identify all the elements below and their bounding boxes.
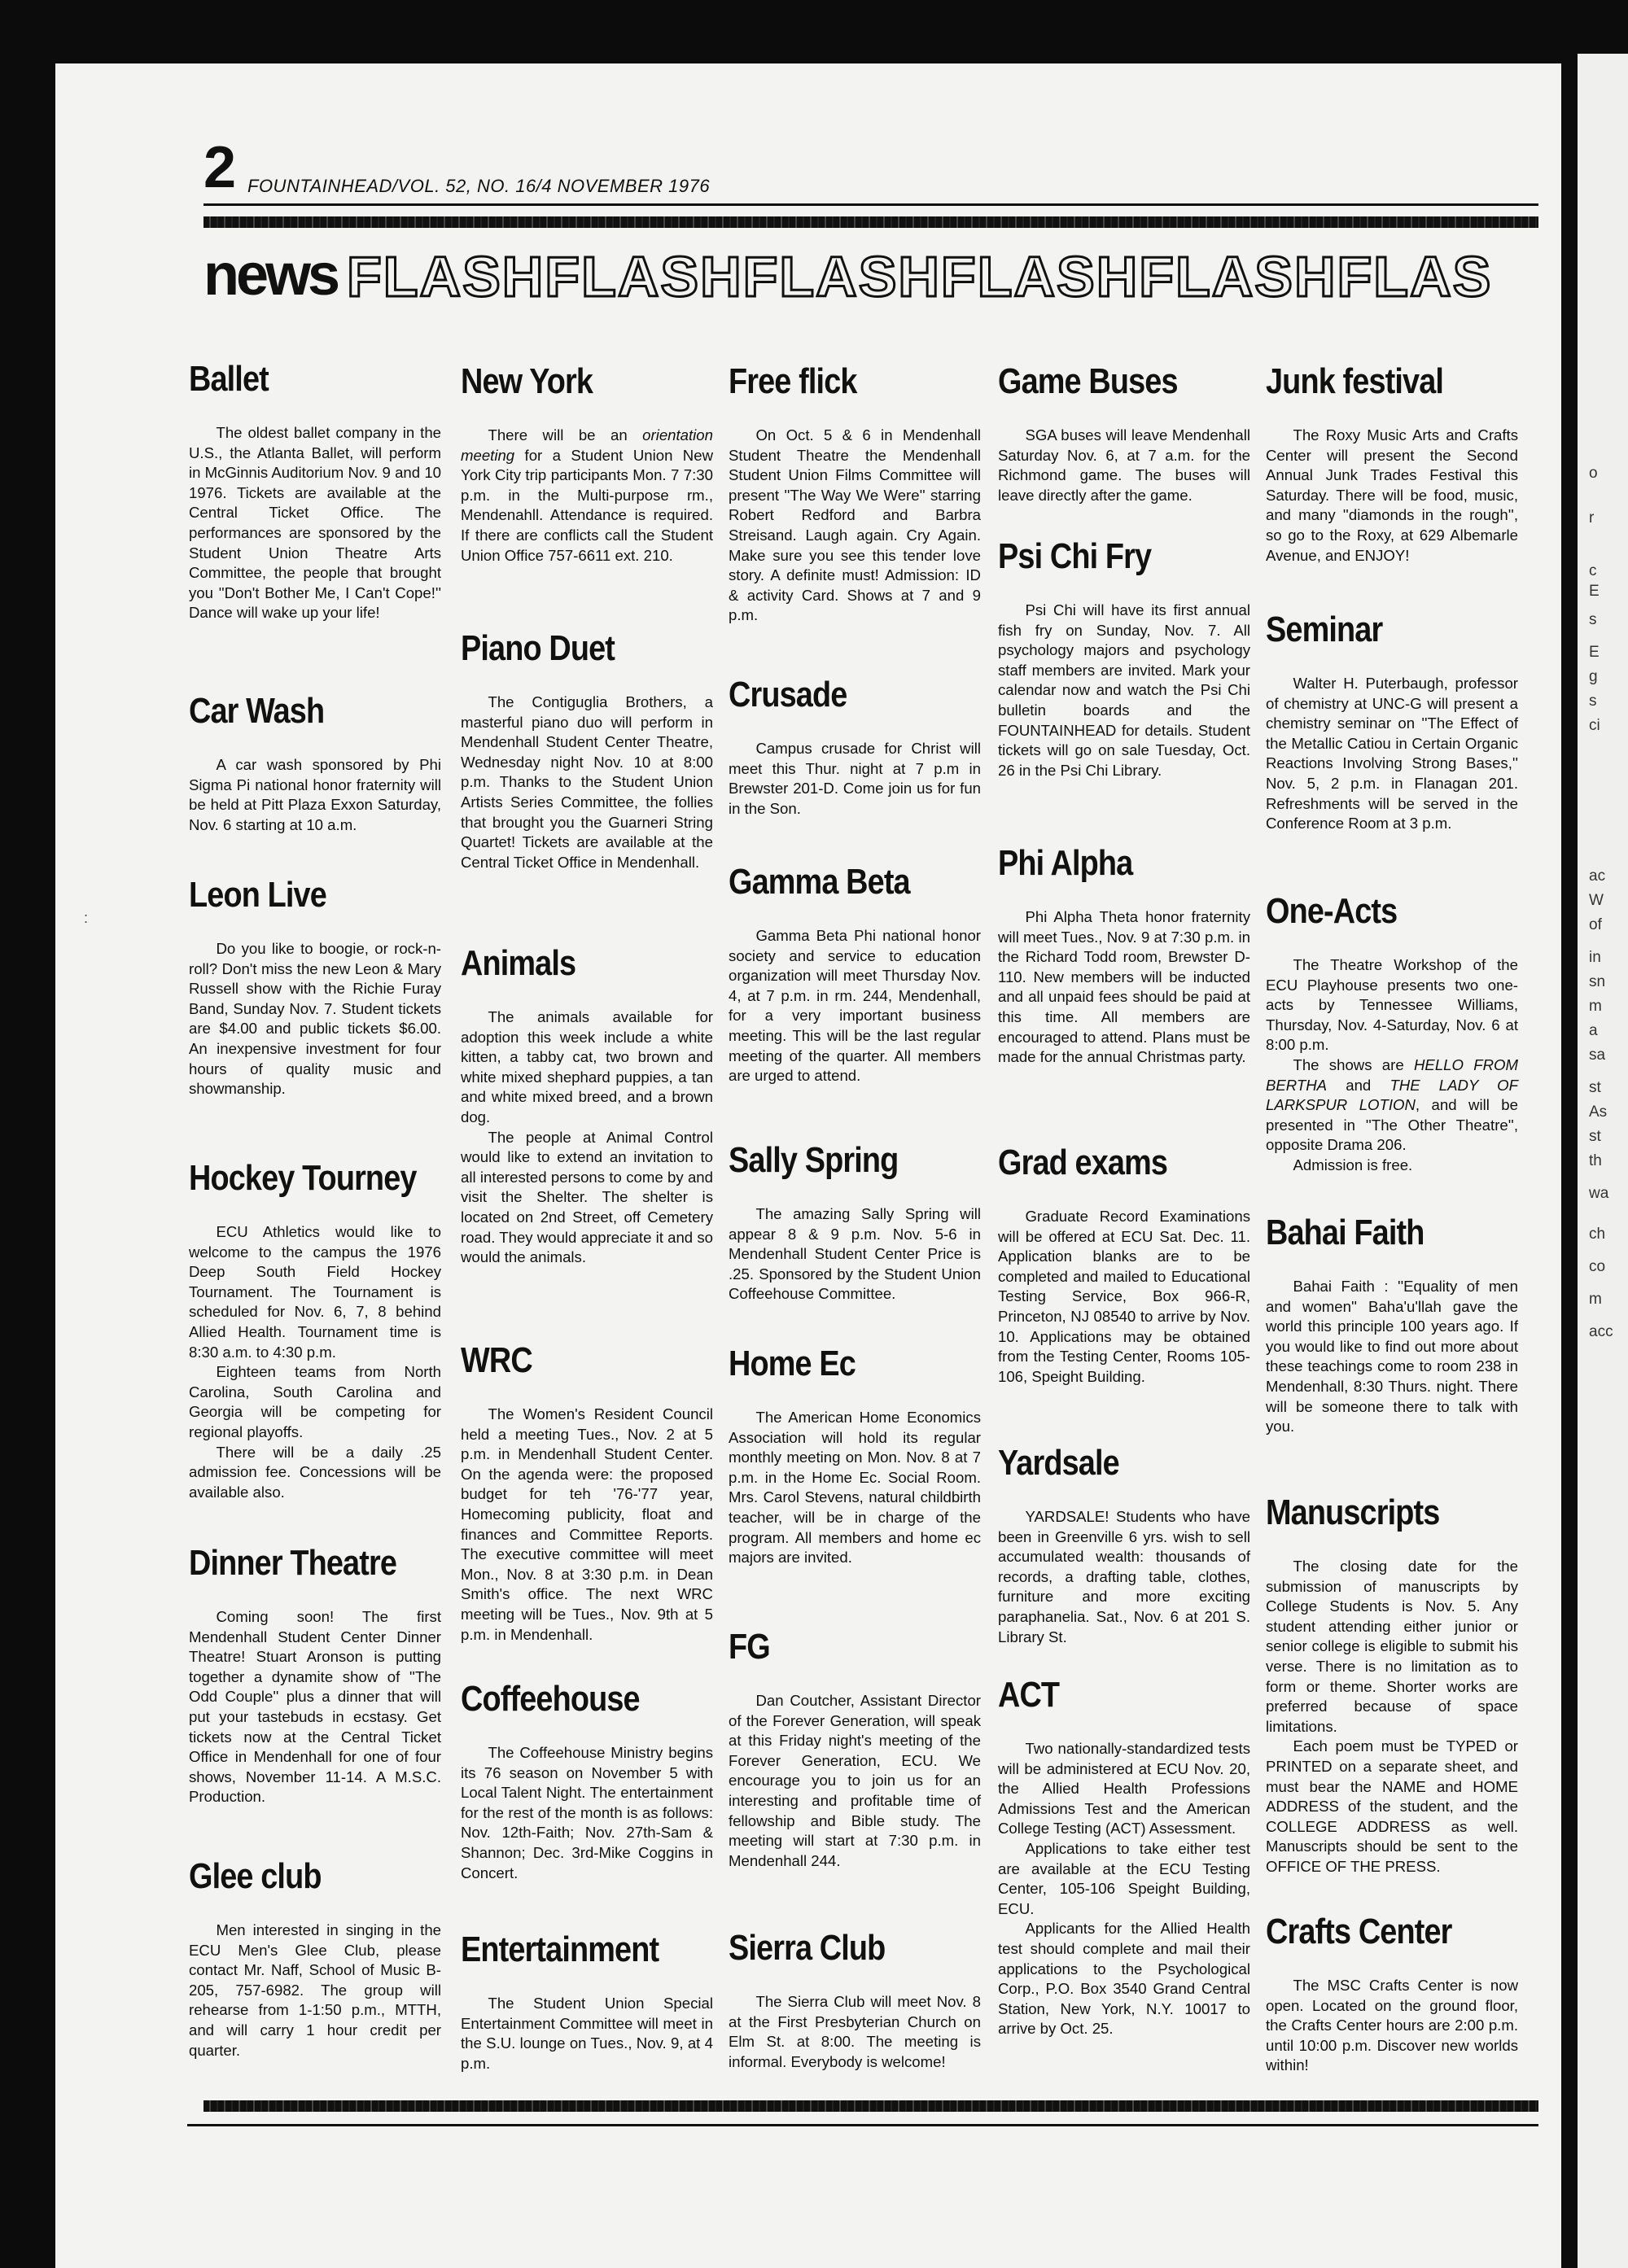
- article-paragraph: YARDSALE! Students who have been in Greenville 6 yrs. wish to sell accumulated wealth: thousands of records, a drafting table, clothes, furniture and more exciting paraphanelia. Sat., Nov. 6 at 201 S. Library St.: [998, 1508, 1250, 1645]
- article-sally-spring: [729, 1139, 981, 1304]
- article-yardsale: [998, 1442, 1250, 1647]
- article-entertainment: [461, 1929, 713, 2074]
- article-paragraph: The shows are HELLO FROM BERTHA and THE LADY OF LARKSPUR LOTION, and will be presented in ''The Other Theatre'', opposite Drama 206.: [1266, 1055, 1518, 1154]
- edge-fragment: E: [1589, 583, 1600, 600]
- article-paragraph: The closing date for the submission of manuscripts by College Students is Nov. 5. Any student attending either junior or senior college is eligible to submit his verse. There is no limitation as to form or theme. Shorter works are preferred because of space limitations.: [1266, 1558, 1518, 1735]
- article-headline: Coffeehouse: [461, 1679, 640, 1719]
- decorative-border-bottom: [204, 2100, 1538, 2112]
- article-headline: Animals: [461, 943, 576, 983]
- article-leon-live: [189, 874, 441, 1099]
- article-paragraph: Phi Alpha Theta honor fraternity will meet Tues., Nov. 9 at 7:30 p.m. in the Richard Todd room, Brewster D-110. New members will be inducted and all unpaid fees should be paid at this time. All members are encouraged to attend. Plans must be made for the annual Christmas party.: [998, 908, 1250, 1066]
- article-paragraph: Each poem must be TYPED or PRINTED on a separate sheet, and must bear the NAME and HOME ADDRESS of the student, and the COLLEGE ADDRESS as well. Manuscripts should be sent to the OFFICE OF THE PRESS.: [1266, 1737, 1518, 1875]
- edge-fragment: acc: [1589, 1323, 1613, 1340]
- article-gamma-beta: [729, 861, 981, 1086]
- article-wrc: [461, 1339, 713, 1645]
- article-headline: Seminar: [1266, 610, 1383, 649]
- article-home-ec: [729, 1343, 981, 1568]
- article-paragraph: Dan Coutcher, Assistant Director of the Forever Generation, will speak at this Friday night's meeting of the Forever Generation, ECU. We encourage you to join us for an interesting and profitable time of fellowship and Bible study. The meeting will start at 7:30 p.m. in Mendenhall 244.: [729, 1692, 981, 1869]
- article-bahai-faith: [1266, 1212, 1518, 1437]
- article-headline: Leon Live: [189, 875, 326, 915]
- edge-fragment: a: [1589, 1022, 1598, 1039]
- article-headline: Gamma Beta: [729, 862, 910, 902]
- article-paragraph: Two nationally-standardized tests will be administered at ECU Nov. 20, the Allied Health Professions Admissions Test and the American College Testing (ACT) Assessment.: [998, 1740, 1250, 1838]
- article-paragraph: The animals available for adoption this week include a white kitten, a tabby cat, two brown and white mixed shephard puppies, a tan and white mixed breed, and a brown dog.: [461, 1008, 713, 1125]
- article-paragraph: The MSC Crafts Center is now open. Located on the ground floor, the Crafts Center hours are 2:00 p.m. until 10:00 p.m. Discover new worlds within!: [1266, 1977, 1518, 2074]
- edge-fragment: of: [1589, 916, 1602, 933]
- article-paragraph: On Oct. 5 & 6 in Mendenhall Student Theatre the Mendenhall Student Union Films Committee will present ''The Way We Were'' starring Robert Redford and Barbra Streisand. Laugh again. Cry Again. Make sure you see this tender love story. A definite must! Admission: ID & activity Card. Shows at 7 and 9 p.m.: [729, 426, 981, 624]
- header-rule: [204, 203, 1538, 206]
- article-animals: [461, 942, 713, 1268]
- article-headline: Junk festival: [1266, 361, 1444, 401]
- article-paragraph: The Sierra Club will meet Nov. 8 at the First Presbyterian Church on Elm St. at 8:00. The meeting is informal. Everybody is welcome!: [729, 1993, 981, 2070]
- edge-fragment: in: [1589, 949, 1601, 966]
- article-new-york: [461, 361, 713, 566]
- edge-fragment: sn: [1589, 973, 1606, 990]
- edge-fragment: E: [1589, 644, 1600, 661]
- article-headline: Manuscripts: [1266, 1492, 1440, 1532]
- edge-fragment: m: [1589, 1291, 1602, 1308]
- article-headline: New York: [461, 361, 593, 401]
- article-paragraph: Admission is free.: [1293, 1156, 1413, 1173]
- article-paragraph: The American Home Economics Association will hold its regular monthly meeting on Mon. Nov. 8 at 7 p.m. in the Home Ec. Social Room. Mrs. Carol Stevens, natural childbirth teacher, will be in charge of the program. All members and home ec majors are invited.: [729, 1409, 981, 1567]
- article-paragraph: Psi Chi will have its first annual fish fry on Sunday, Nov. 7. All psychology majors and psychology staff members are invited. Mark your calendar now and watch the Psi Chi bulletin boards and the FOUNTAINHEAD for details. Student tickets will go on sale Tuesday, Oct. 26 in the Psi Chi Library.: [998, 601, 1250, 779]
- article-paragraph: Gamma Beta Phi national honor society and service to education organization will meet Thursday Nov. 4, at 7 p.m. in rm. 244, Mendenhall, for a very important business meeting. This will be the last regular meeting of the quarter. All members are urged to attend.: [729, 927, 981, 1085]
- article-headline: Psi Chi Fry: [998, 536, 1152, 576]
- edge-fragment: W: [1589, 892, 1604, 909]
- edge-fragment: As: [1589, 1103, 1608, 1121]
- article-ballet: [189, 358, 441, 623]
- banner-flash-word: FLASHFLASHFLASHFLASHFLASHFLAS: [347, 245, 1493, 308]
- article-paragraph: SGA buses will leave Mendenhall Saturday Nov. 6, at 7 a.m. for the Richmond game. The buses will leave directly after the game.: [998, 426, 1250, 504]
- adjacent-page-edge: [1578, 54, 1628, 2268]
- article-dinner-theatre: [189, 1542, 441, 1807]
- article-car-wash: [189, 690, 441, 835]
- article-headline: Home Ec: [729, 1344, 856, 1383]
- article-grad-exams: [998, 1142, 1250, 1387]
- edge-fragment: ch: [1589, 1226, 1606, 1243]
- article-headline: Hockey Tourney: [189, 1158, 417, 1198]
- article-game-buses: [998, 361, 1250, 505]
- article-paragraph: Campus crusade for Christ will meet this Thur. night at 7 p.m in Brewster 201-D. Come join us for fun in the Son.: [729, 740, 981, 817]
- article-paragraph: The people at Animal Control would like to extend an invitation to all interested persons to come by and visit the Shelter. The shelter is located on 2nd Street, off Cemetery road. They would appreciate it and so would the animals.: [461, 1128, 713, 1266]
- article-headline: Free flick: [729, 361, 857, 401]
- article-headline: Car Wash: [189, 691, 325, 731]
- article-paragraph: Bahai Faith : ''Equality of men and women'' Baha'u'llah gave the world this principle 100 years ago. If you would like to find out more about these teachings come to room 238 in Mendenhall, 8:30 Thurs. night. There will be someone there to talk with you.: [1266, 1278, 1518, 1436]
- edge-fragment: m: [1589, 998, 1602, 1015]
- article-free-flick: [729, 361, 981, 626]
- article-paragraph: The Contiguglia Brothers, a masterful piano duo will perform in Mendenhall Student Center Theatre, Wednesday night Nov. 10 at 8:00 p.m. Thanks to the Student Union Artists Series Committee, the follies that brought you the Guarneri String Quartet! Tickets are available at the Central Ticket Office in Mendenhall.: [461, 693, 713, 871]
- article-seminar: [1266, 609, 1518, 834]
- masthead-line: FOUNTAINHEAD/VOL. 52, NO. 16/4 NOVEMBER 1976: [247, 176, 711, 196]
- edge-fragment: c: [1589, 562, 1597, 579]
- article-headline: Ballet: [189, 359, 269, 399]
- article-coffeehouse: [461, 1678, 713, 1883]
- edge-fragment: ci: [1589, 717, 1600, 734]
- banner-news-word: news: [204, 243, 338, 308]
- article-headline: WRC: [461, 1340, 532, 1380]
- edge-fragment: s: [1589, 611, 1597, 628]
- article-paragraph: The Coffeehouse Ministry begins its 76 season on November 5 with Local Talent Night. The entertainment for the rest of the month is as follows: Nov. 12th-Faith; Nov. 27th-Sam & Shannon; Dec. 3rd-Mike Coggins in Concert.: [461, 1744, 713, 1881]
- article-junk-festival: [1266, 361, 1518, 566]
- article-phi-alpha: [998, 842, 1250, 1068]
- article-headline: Crafts Center: [1266, 1912, 1452, 1951]
- article-paragraph: Graduate Record Examinations will be offered at ECU Sat. Dec. 11. Application blanks are to be completed and mailed to Educational Testing Service, Box 966-R, Princeton, NJ 08540 to arrive by Nov. 10. Applications may be obtained from the Testing Center, Rooms 105-106, Speight Building.: [998, 1208, 1250, 1385]
- article-headline: Bahai Faith: [1266, 1213, 1424, 1252]
- edge-fragment: s: [1589, 693, 1597, 710]
- article-fg: [729, 1626, 981, 1871]
- article-headline: Grad exams: [998, 1143, 1168, 1182]
- edge-fragment: o: [1589, 465, 1598, 482]
- article-crafts-center: [1266, 1911, 1518, 2076]
- article-act: [998, 1674, 1250, 2039]
- article-hockey-tourney: [189, 1157, 441, 1502]
- article-paragraph: Eighteen teams from North Carolina, South Carolina and Georgia will be competing for regional playoffs.: [189, 1363, 441, 1440]
- article-paragraph: A car wash sponsored by Phi Sigma Pi national honor fraternity will be held at Pitt Plaza Exxon Saturday, Nov. 6 starting at 10 a.m.: [189, 756, 441, 833]
- edge-fragment: st: [1589, 1079, 1601, 1096]
- article-paragraph: The Roxy Music Arts and Crafts Center will present the Second Annual Junk Trades Festival this Saturday. There will be food, music, and many ''diamonds in the rough'', so go to the Roxy, at 629 Albemarle Avenue, and ENJOY!: [1266, 426, 1518, 564]
- article-headline: Sally Spring: [729, 1140, 899, 1180]
- article-paragraph: The Theatre Workshop of the ECU Playhouse presents two one-acts by Tennessee Williams, Thursday, Nov. 4-Saturday, Nov. 6 at 8:00 p.m.: [1266, 956, 1518, 1054]
- article-headline: Dinner Theatre: [189, 1543, 397, 1583]
- article-manuscripts: [1266, 1492, 1518, 1877]
- article-paragraph: The Women's Resident Council held a meeting Tues., Nov. 2 at 5 p.m. in Mendenhall Student Center. On the agenda were: the proposed budget for teh '76-'77 year, Homecoming publicity, float and finances and Committee Reports. The executive committee will meet Mon., Nov. 8 at 3:30 p.m. in Dean Smith's office. The next WRC meeting will be Tues., Nov. 9th at 5 p.m. in Mendenhall.: [461, 1405, 713, 1643]
- article-headline: Yardsale: [998, 1443, 1119, 1483]
- article-headline: Crusade: [729, 675, 847, 714]
- edge-fragment: ac: [1589, 867, 1606, 885]
- page-number: 2: [204, 135, 237, 200]
- article-headline: Game Buses: [998, 361, 1178, 401]
- decorative-border-top: [204, 216, 1538, 228]
- article-paragraph: The amazing Sally Spring will appear 8 & 9 p.m. Nov. 5-6 in Mendenhall Student Center Price is .25. Sponsored by the Student Union Coffeehouse Committee.: [729, 1205, 981, 1303]
- article-headline: ACT: [998, 1675, 1060, 1715]
- article-paragraph: Applicants for the Allied Health test should complete and mail their applications to the Psychological Corp., P.O. Box 3540 Grand Central Station, New York, N.Y. 10017 to arrive by Oct. 25.: [998, 1920, 1250, 2038]
- stray-mark: :: [84, 910, 89, 926]
- article-paragraph: Walter H. Puterbaugh, professor of chemistry at UNC-G will present a chemistry seminar on ''The Effect of the Metallic Catiou in Certain Organic Reactions Involving Strong Bases,'' Nov. 5, 2 p.m. in Flanagan 201. Refreshments will be served in the Conference Room at 3 p.m.: [1266, 675, 1518, 832]
- edge-fragment: wa: [1589, 1185, 1609, 1202]
- article-crusade: [729, 674, 981, 819]
- article-headline: One-Acts: [1266, 891, 1398, 931]
- article-piano-duet: [461, 627, 713, 872]
- article-paragraph: Applications to take either test are available at the ECU Testing Center, 105-106 Speight Building, ECU.: [998, 1839, 1250, 1917]
- edge-fragment: r: [1589, 509, 1595, 527]
- article-paragraph: Coming soon! The first Mendenhall Student Center Dinner Theatre! Stuart Aronson is putting together a dynamite show of ''The Odd Couple'' plus a dinner that will put your tastebuds in ecstasy. Get tickets now at the Central Ticket Office in Mendenhall for one of four shows, November 11-14. A M.S.C. Production.: [189, 1608, 441, 1806]
- article-paragraph: ECU Athletics would like to welcome to the campus the 1976 Deep South Field Hockey Tournament. The Tournament is scheduled for Nov. 6, 7, 8 behind Allied Health. Tournament time is 8:30 a.m. to 4:30 p.m.: [189, 1223, 441, 1361]
- article-one-acts: [1266, 890, 1518, 1176]
- article-paragraph: Men interested in singing in the ECU Men's Glee Club, please contact Mr. Naff, School of Music B-205, 757-6982. The group will rehearse from 1-1:50 p.m., MTTH, and will carry 1 hour credit per quarter.: [189, 1921, 441, 2059]
- article-headline: Piano Duet: [461, 628, 615, 668]
- article-glee-club: [189, 1855, 441, 2060]
- edge-fragment: th: [1589, 1152, 1602, 1169]
- news-flash-banner: [204, 243, 1538, 308]
- article-paragraph: The Student Union Special Entertainment Committee will meet in the S.U. lounge on Tues., Nov. 9, at 4 p.m.: [461, 1995, 713, 2072]
- article-headline: Entertainment: [461, 1929, 659, 1969]
- article-headline: FG: [729, 1627, 770, 1667]
- article-paragraph: There will be a daily .25 admission fee. Concessions will be available also.: [189, 1443, 441, 1501]
- article-paragraph: The oldest ballet company in the U.S., the Atlanta Ballet, will perform in McGinnis Auditorium Nov. 9 and 10 1976. Tickets are available at the Central Ticket Office. The performances are sponsored by the Student Union Theatre Arts Committee, the people that brought you ''Don't Bother Me, I Can't Cope!'' Dance will wake up your life!: [189, 424, 441, 622]
- article-psi-chi-fry: [998, 535, 1250, 780]
- footer-rule: [187, 2124, 1538, 2126]
- article-headline: Glee club: [189, 1856, 322, 1896]
- edge-fragment: g: [1589, 668, 1598, 685]
- article-headline: Sierra Club: [729, 1928, 886, 1968]
- edge-fragment: co: [1589, 1258, 1606, 1275]
- edge-fragment: sa: [1589, 1047, 1606, 1064]
- article-paragraph: Do you like to boogie, or rock-n-roll? Don't miss the new Leon & Mary Russell show with the Richie Furay Band, Sunday Nov. 7. Student tickets are $4.00 and public tickets $6.00. An inexpensive investment for four hours of quality music and showmanship.: [189, 940, 441, 1098]
- edge-fragment: st: [1589, 1128, 1601, 1145]
- article-sierra-club: [729, 1927, 981, 2072]
- article-paragraph: There will be an orientation meeting for a Student Union New York City trip participants Mon. 7 7:30 p.m. in the Multi-purpose rm., Mendenahll. Attendance is required. If there are conflicts call the Student Union Office 757-6611 ext. 210.: [461, 426, 713, 564]
- article-headline: Phi Alpha: [998, 843, 1133, 883]
